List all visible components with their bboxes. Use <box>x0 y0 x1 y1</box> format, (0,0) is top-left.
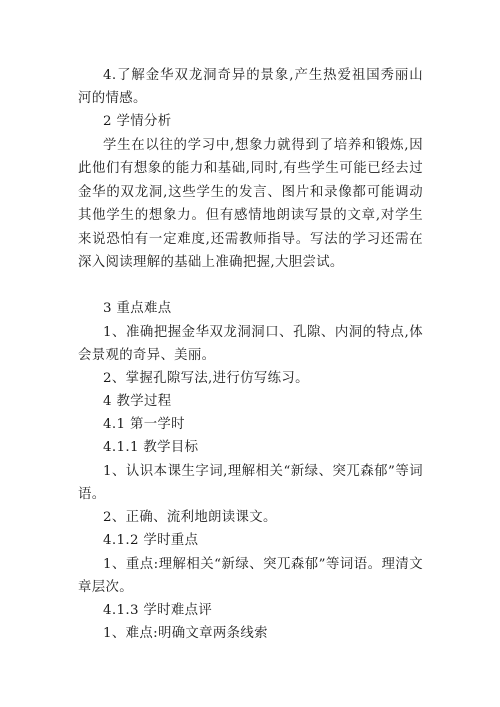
section-heading-4: 4 教学过程 <box>103 394 172 409</box>
section-heading-4-1-2: 4.1.2 学时重点 <box>103 533 199 548</box>
paragraph-difficulty: 1、难点:明确文章两条线索 <box>103 626 268 641</box>
section-heading-4-1: 4.1 第一学时 <box>103 417 185 432</box>
paragraph-objective-2: 2、正确、流利地朗读课文。 <box>103 510 277 525</box>
section-heading-4-1-3: 4.1.3 学时难点评 <box>103 603 213 618</box>
paragraph-key-point-2: 2、掌握孔隙写法,进行仿写练习。 <box>103 371 309 386</box>
section-heading-4-1-1: 4.1.1 教学目标 <box>103 440 199 455</box>
paragraph-key-point-1: 1、准确把握金华双龙洞洞口、孔隙、内洞的特点,体会景观的奇异、美丽。 <box>78 325 423 364</box>
paragraph-focus: 1、重点:理解相关“新绿、突兀森郁”等词语。理清文章层次。 <box>78 557 423 596</box>
paragraph-student-analysis: 学生在以往的学习中,想象力就得到了培养和锻炼,因此他们有想象的能力和基础,同时,有些学生可能已经去过金华的双龙洞,这些学生的发言、图片和录像都可能调动其他学生的想象力。但有感情地朗读写景的文章,对学生来说恐怕有一定难度,还需教师指导。写法的学习还需在深入阅读理解的基础上准确把握,大胆尝试。 <box>78 138 423 271</box>
paragraph-goal-4: 4.了解金华双龙洞奇异的景象,产生热爱祖国秀丽山河的情感。 <box>78 68 423 107</box>
section-heading-3: 3 重点难点 <box>103 301 172 316</box>
paragraph-objective-1: 1、认识本课生字词,理解相关“新绿、突兀森郁”等词语。 <box>78 464 423 503</box>
section-heading-2: 2 学情分析 <box>103 114 172 129</box>
